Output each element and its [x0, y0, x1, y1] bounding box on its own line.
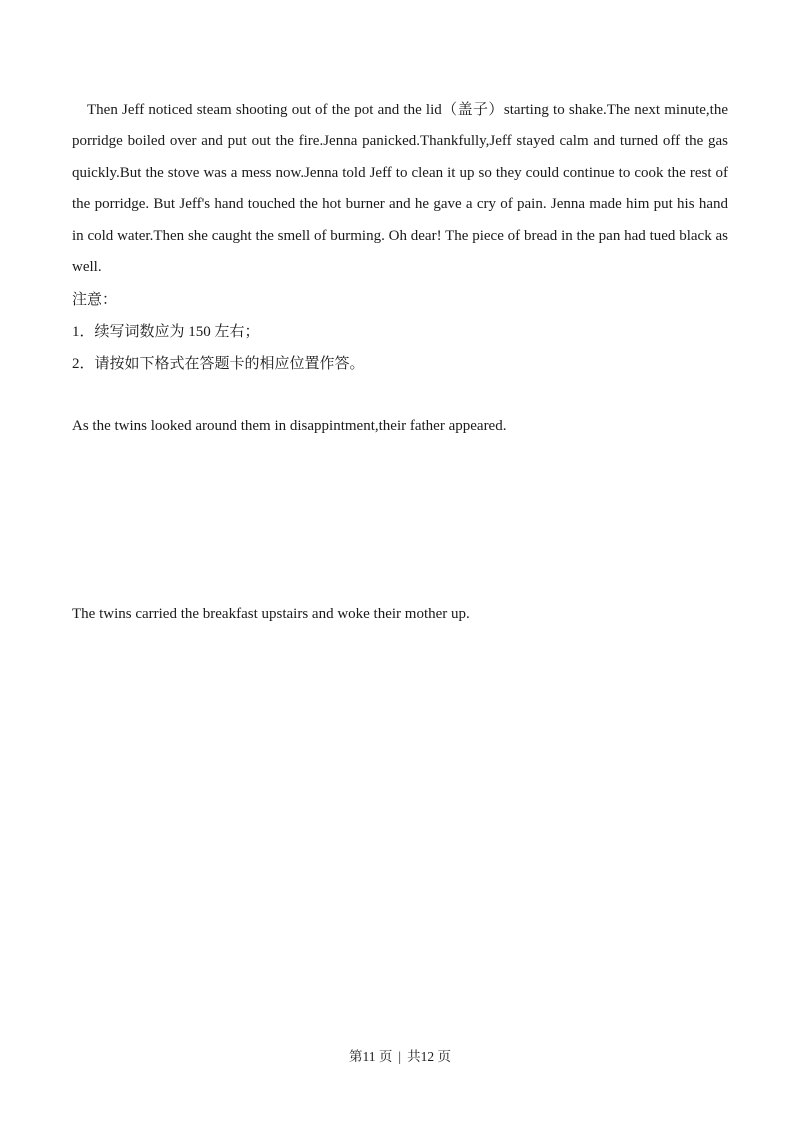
page-number-total: 共12 页 [407, 1049, 451, 1064]
continuation-prompt-1: As the twins looked around them in disappintment,their father appeared. [72, 418, 507, 434]
story-paragraph: Then Jeff noticed steam shooting out of the pot and the lid（盖子）starting to shake.The next minute,the porridge boiled over and put out the fire.Jenna panicked.Thankfully,Jeff stayed calm and turned off the gas quickly.But the stove was a mess now.Jenna told Jeff to clean it up so they could continue to cook the rest of the porridge. But Jeff's hand touched the hot burner and he gave a cry of pain. Jenna made him put his hand in cold water.Then she caught the smell of burming. Oh dear! The piece of bread in the pan had tued black as well. [72, 102, 728, 276]
note-title: 注意： [72, 292, 118, 308]
note-item-format: 2．请按如下格式在答题卡的相应位置作答。 [72, 356, 365, 372]
continuation-prompt-2: The twins carried the breakfast upstairs and woke their mother up. [72, 606, 470, 622]
footer-separator: | [398, 1049, 402, 1064]
page-number-current: 第11 页 [349, 1049, 393, 1064]
page-footer [0, 1048, 800, 1066]
note-item-word-count: 1．续写词数应为 150 左右； [72, 324, 260, 340]
